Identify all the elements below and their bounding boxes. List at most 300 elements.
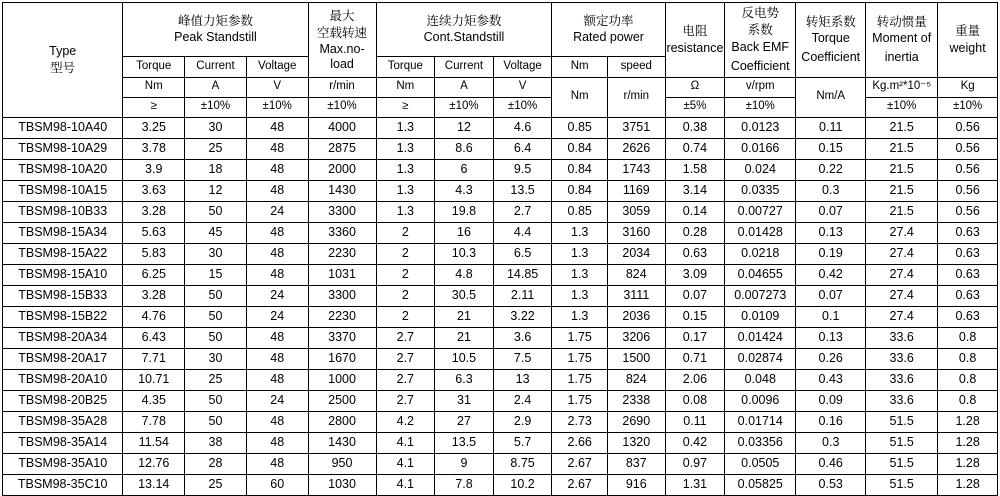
header-group-inertia-cn: 转动惯量 bbox=[876, 14, 927, 29]
table-row bbox=[3, 474, 998, 495]
data-cell: 1.3 bbox=[376, 201, 435, 222]
data-cell: 3300 bbox=[308, 285, 376, 306]
data-cell: 51.5 bbox=[866, 411, 938, 432]
table-row bbox=[3, 222, 998, 243]
data-cell: 0.38 bbox=[665, 117, 725, 138]
data-cell: 9 bbox=[435, 453, 494, 474]
model-cell: TBSM98-35A10 bbox=[3, 453, 123, 474]
data-cell: 12 bbox=[185, 180, 247, 201]
header-tol-max-no-load: ±10% bbox=[308, 97, 376, 117]
data-cell: 27.4 bbox=[866, 264, 938, 285]
header-group-maxnoload-en: Max.no-load bbox=[319, 42, 365, 71]
data-cell: 48 bbox=[246, 369, 308, 390]
model-cell: TBSM98-20A10 bbox=[3, 369, 123, 390]
data-cell: 48 bbox=[246, 117, 308, 138]
header-group-rated-power bbox=[552, 3, 665, 57]
data-cell: 48 bbox=[246, 264, 308, 285]
data-cell: 3.63 bbox=[123, 180, 185, 201]
data-cell: 0.84 bbox=[552, 138, 608, 159]
data-cell: 0.08 bbox=[665, 390, 725, 411]
header-tol-cont-voltage: ±10% bbox=[493, 97, 552, 117]
data-cell: 9.5 bbox=[493, 159, 552, 180]
data-cell: 28 bbox=[185, 453, 247, 474]
data-cell: 0.63 bbox=[938, 285, 998, 306]
header-tol-peak-current: ±10% bbox=[185, 97, 247, 117]
model-cell: TBSM98-35A14 bbox=[3, 432, 123, 453]
data-cell: 0.11 bbox=[796, 117, 866, 138]
table-row bbox=[3, 327, 998, 348]
data-cell: 48 bbox=[246, 327, 308, 348]
data-cell: 1320 bbox=[607, 432, 665, 453]
data-cell: 3.28 bbox=[123, 201, 185, 222]
data-cell: 7.78 bbox=[123, 411, 185, 432]
header-sub-rated-torque: Nm bbox=[552, 56, 608, 77]
data-cell: 1.28 bbox=[938, 474, 998, 495]
data-cell: 48 bbox=[246, 180, 308, 201]
data-cell: 2000 bbox=[308, 159, 376, 180]
data-cell: 31 bbox=[435, 390, 494, 411]
data-cell: 51.5 bbox=[866, 432, 938, 453]
data-cell: 2.67 bbox=[552, 474, 608, 495]
data-cell: 0.07 bbox=[665, 285, 725, 306]
data-cell: 0.3 bbox=[796, 180, 866, 201]
data-cell: 25 bbox=[185, 369, 247, 390]
data-cell: 50 bbox=[185, 306, 247, 327]
header-group-torque-coefficient bbox=[796, 3, 866, 78]
data-cell: 10.3 bbox=[435, 243, 494, 264]
data-cell: 4.35 bbox=[123, 390, 185, 411]
header-unit-torque-coefficient: Nm/A bbox=[796, 77, 866, 117]
header-group-max-no-load bbox=[308, 3, 376, 78]
data-cell: 6.43 bbox=[123, 327, 185, 348]
data-cell: 0.3 bbox=[796, 432, 866, 453]
table-row bbox=[3, 201, 998, 222]
data-cell: 48 bbox=[246, 138, 308, 159]
data-cell: 50 bbox=[185, 390, 247, 411]
data-cell: 5.83 bbox=[123, 243, 185, 264]
data-cell: 1.3 bbox=[376, 159, 435, 180]
header-group-backemf-cn2: 系数 bbox=[747, 23, 773, 38]
data-cell: 0.13 bbox=[796, 222, 866, 243]
data-cell: 0.0505 bbox=[725, 453, 796, 474]
header-sub-peak-current: Current bbox=[185, 56, 247, 77]
data-cell: 2338 bbox=[607, 390, 665, 411]
table-row bbox=[3, 138, 998, 159]
data-cell: 0.56 bbox=[938, 201, 998, 222]
data-cell: 1.3 bbox=[552, 306, 608, 327]
data-cell: 3.25 bbox=[123, 117, 185, 138]
data-cell: 0.05825 bbox=[725, 474, 796, 495]
data-cell: 2.7 bbox=[376, 390, 435, 411]
data-cell: 48 bbox=[246, 222, 308, 243]
data-cell: 0.00727 bbox=[725, 201, 796, 222]
data-cell: 25 bbox=[185, 138, 247, 159]
data-cell: 24 bbox=[246, 306, 308, 327]
data-cell: 24 bbox=[246, 390, 308, 411]
data-cell: 0.07 bbox=[796, 201, 866, 222]
header-group-backemf-en1: Back EMF bbox=[731, 39, 790, 54]
model-cell: TBSM98-20B25 bbox=[3, 390, 123, 411]
data-cell: 5.63 bbox=[123, 222, 185, 243]
model-cell: TBSM98-10A20 bbox=[3, 159, 123, 180]
data-cell: 0.63 bbox=[665, 243, 725, 264]
header-sub-cont-voltage: Voltage bbox=[493, 56, 552, 77]
data-cell: 3360 bbox=[308, 222, 376, 243]
header-unit-peak-current: A bbox=[185, 77, 247, 97]
data-cell: 50 bbox=[185, 327, 247, 348]
data-cell: 27.4 bbox=[866, 285, 938, 306]
header-unit-cont-voltage: V bbox=[493, 77, 552, 97]
data-cell: 2.11 bbox=[493, 285, 552, 306]
data-cell: 5.7 bbox=[493, 432, 552, 453]
data-cell: 2.7 bbox=[493, 201, 552, 222]
data-cell: 11.54 bbox=[123, 432, 185, 453]
data-cell: 2.7 bbox=[376, 369, 435, 390]
data-cell: 1000 bbox=[308, 369, 376, 390]
data-cell: 0.04655 bbox=[725, 264, 796, 285]
data-cell: 1.75 bbox=[552, 327, 608, 348]
data-cell: 0.19 bbox=[796, 243, 866, 264]
data-cell: 2875 bbox=[308, 138, 376, 159]
header-tol-weight: ±10% bbox=[938, 97, 998, 117]
data-cell: 7.5 bbox=[493, 348, 552, 369]
data-cell: 16 bbox=[435, 222, 494, 243]
data-cell: 48 bbox=[246, 432, 308, 453]
data-cell: 0.63 bbox=[938, 264, 998, 285]
data-cell: 21.5 bbox=[866, 180, 938, 201]
header-group-backemf-cn1: 反电势 bbox=[741, 6, 780, 20]
data-cell: 2.7 bbox=[376, 348, 435, 369]
data-cell: 2.67 bbox=[552, 453, 608, 474]
header-unit-peak-voltage: V bbox=[246, 77, 308, 97]
data-cell: 0.15 bbox=[796, 138, 866, 159]
data-cell: 4.76 bbox=[123, 306, 185, 327]
data-cell: 0.024 bbox=[725, 159, 796, 180]
data-cell: 1430 bbox=[308, 432, 376, 453]
data-cell: 60 bbox=[246, 474, 308, 495]
data-cell: 30.5 bbox=[435, 285, 494, 306]
header-group-weight-en: weight bbox=[949, 40, 986, 55]
data-cell: 12 bbox=[435, 117, 494, 138]
data-cell: 15 bbox=[185, 264, 247, 285]
header-group-maxnoload-cn1: 最大 bbox=[329, 8, 355, 23]
table-row bbox=[3, 453, 998, 474]
data-cell: 0.42 bbox=[796, 264, 866, 285]
data-cell: 0.048 bbox=[725, 369, 796, 390]
data-cell: 2626 bbox=[607, 138, 665, 159]
data-cell: 3059 bbox=[607, 201, 665, 222]
data-cell: 1169 bbox=[607, 180, 665, 201]
header-type bbox=[3, 3, 123, 118]
data-cell: 950 bbox=[308, 453, 376, 474]
data-cell: 0.56 bbox=[938, 180, 998, 201]
data-cell: 3.28 bbox=[123, 285, 185, 306]
data-cell: 1.28 bbox=[938, 432, 998, 453]
data-cell: 0.8 bbox=[938, 348, 998, 369]
data-cell: 48 bbox=[246, 159, 308, 180]
data-cell: 51.5 bbox=[866, 453, 938, 474]
model-cell: TBSM98-10A29 bbox=[3, 138, 123, 159]
header-group-peak-en: Peak Standstill bbox=[174, 30, 257, 45]
data-cell: 0.43 bbox=[796, 369, 866, 390]
data-cell: 1.3 bbox=[376, 180, 435, 201]
data-cell: 33.6 bbox=[866, 348, 938, 369]
data-cell: 3206 bbox=[607, 327, 665, 348]
header-group-rated-cn: 额定功率 bbox=[583, 13, 634, 28]
data-cell: 48 bbox=[246, 453, 308, 474]
data-cell: 10.2 bbox=[493, 474, 552, 495]
model-cell: TBSM98-20A34 bbox=[3, 327, 123, 348]
data-cell: 1743 bbox=[607, 159, 665, 180]
header-unit-max-no-load: r/min bbox=[308, 77, 376, 97]
data-cell: 21.5 bbox=[866, 138, 938, 159]
data-cell: 1.75 bbox=[552, 369, 608, 390]
data-cell: 2 bbox=[376, 285, 435, 306]
data-cell: 916 bbox=[607, 474, 665, 495]
data-cell: 3.09 bbox=[665, 264, 725, 285]
data-cell: 3111 bbox=[607, 285, 665, 306]
data-cell: 21.5 bbox=[866, 159, 938, 180]
data-cell: 21 bbox=[435, 306, 494, 327]
data-cell: 1500 bbox=[607, 348, 665, 369]
data-cell: 6.25 bbox=[123, 264, 185, 285]
header-unit-cont-current: A bbox=[435, 77, 494, 97]
model-cell: TBSM98-10A15 bbox=[3, 180, 123, 201]
data-cell: 1.3 bbox=[376, 138, 435, 159]
data-cell: 10.5 bbox=[435, 348, 494, 369]
data-cell: 0.56 bbox=[938, 159, 998, 180]
model-cell: TBSM98-15A34 bbox=[3, 222, 123, 243]
data-cell: 0.01428 bbox=[725, 222, 796, 243]
data-cell: 24 bbox=[246, 285, 308, 306]
data-cell: 3.14 bbox=[665, 180, 725, 201]
header-sub-peak-torque: Torque bbox=[123, 56, 185, 77]
header-group-inertia-en1: Moment of bbox=[872, 31, 932, 46]
data-cell: 3370 bbox=[308, 327, 376, 348]
data-cell: 4.3 bbox=[435, 180, 494, 201]
data-cell: 1.3 bbox=[552, 264, 608, 285]
header-group-moment-of-inertia bbox=[866, 3, 938, 78]
model-cell: TBSM98-35A28 bbox=[3, 411, 123, 432]
data-cell: 0.53 bbox=[796, 474, 866, 495]
data-cell: 48 bbox=[246, 348, 308, 369]
table-row bbox=[3, 369, 998, 390]
data-cell: 24 bbox=[246, 201, 308, 222]
header-unit-peak-torque: Nm bbox=[123, 77, 185, 97]
header-type-en: Type bbox=[49, 44, 77, 59]
header-type-cn: 型号 bbox=[50, 60, 76, 75]
data-cell: 0.97 bbox=[665, 453, 725, 474]
data-cell: 38 bbox=[185, 432, 247, 453]
data-cell: 0.01424 bbox=[725, 327, 796, 348]
table-row bbox=[3, 306, 998, 327]
data-cell: 8.6 bbox=[435, 138, 494, 159]
data-cell: 6.3 bbox=[435, 369, 494, 390]
data-cell: 3.22 bbox=[493, 306, 552, 327]
header-unit-back-emf: v/rpm bbox=[725, 77, 796, 97]
data-cell: 2.7 bbox=[376, 327, 435, 348]
data-cell: 30 bbox=[185, 117, 247, 138]
data-cell: 0.28 bbox=[665, 222, 725, 243]
header-sub-cont-torque: Torque bbox=[376, 56, 435, 77]
model-cell: TBSM98-10B33 bbox=[3, 201, 123, 222]
data-cell: 2 bbox=[376, 222, 435, 243]
data-cell: 4.2 bbox=[376, 411, 435, 432]
header-group-rated-en: Rated power bbox=[573, 30, 644, 45]
data-cell: 2800 bbox=[308, 411, 376, 432]
data-cell: 0.0109 bbox=[725, 306, 796, 327]
motor-spec-table bbox=[2, 2, 998, 496]
data-cell: 0.0123 bbox=[725, 117, 796, 138]
data-cell: 3300 bbox=[308, 201, 376, 222]
data-cell: 50 bbox=[185, 411, 247, 432]
header-tol-resistance: ±5% bbox=[665, 97, 725, 117]
data-cell: 1.3 bbox=[552, 222, 608, 243]
data-cell: 30 bbox=[185, 243, 247, 264]
header-group-resistance-en: resistance bbox=[666, 40, 724, 55]
data-cell: 50 bbox=[185, 285, 247, 306]
header-group-torquecoef-en2: Coefficient bbox=[801, 50, 861, 65]
table-row bbox=[3, 285, 998, 306]
data-cell: 0.71 bbox=[665, 348, 725, 369]
data-cell: 3.78 bbox=[123, 138, 185, 159]
data-cell: 0.22 bbox=[796, 159, 866, 180]
data-cell: 2036 bbox=[607, 306, 665, 327]
data-cell: 27.4 bbox=[866, 306, 938, 327]
data-cell: 21.5 bbox=[866, 201, 938, 222]
data-cell: 0.84 bbox=[552, 159, 608, 180]
data-cell: 0.11 bbox=[665, 411, 725, 432]
data-cell: 0.46 bbox=[796, 453, 866, 474]
data-cell: 48 bbox=[246, 411, 308, 432]
table-row bbox=[3, 180, 998, 201]
data-cell: 19.8 bbox=[435, 201, 494, 222]
data-cell: 7.8 bbox=[435, 474, 494, 495]
header-group-resistance bbox=[665, 3, 725, 78]
data-cell: 3751 bbox=[607, 117, 665, 138]
model-cell: TBSM98-15B22 bbox=[3, 306, 123, 327]
header-sub-cont-current: Current bbox=[435, 56, 494, 77]
data-cell: 3160 bbox=[607, 222, 665, 243]
data-cell: 1031 bbox=[308, 264, 376, 285]
data-cell: 2.73 bbox=[552, 411, 608, 432]
data-cell: 0.84 bbox=[552, 180, 608, 201]
data-cell: 0.85 bbox=[552, 117, 608, 138]
data-cell: 0.17 bbox=[665, 327, 725, 348]
data-cell: 4.1 bbox=[376, 453, 435, 474]
data-cell: 14.85 bbox=[493, 264, 552, 285]
header-sub-rated-speed: speed bbox=[607, 56, 665, 77]
table-row bbox=[3, 159, 998, 180]
data-cell: 13 bbox=[493, 369, 552, 390]
header-tol-cont-torque: ≥ bbox=[376, 97, 435, 117]
data-cell: 27.4 bbox=[866, 243, 938, 264]
model-cell: TBSM98-10A40 bbox=[3, 117, 123, 138]
model-cell: TBSM98-15B33 bbox=[3, 285, 123, 306]
data-cell: 33.6 bbox=[866, 390, 938, 411]
data-cell: 0.03356 bbox=[725, 432, 796, 453]
data-cell: 27.4 bbox=[866, 222, 938, 243]
model-cell: TBSM98-15A10 bbox=[3, 264, 123, 285]
table-row bbox=[3, 411, 998, 432]
data-cell: 2 bbox=[376, 306, 435, 327]
data-cell: 1.58 bbox=[665, 159, 725, 180]
header-group-maxnoload-cn2: 空载转速 bbox=[317, 25, 368, 40]
data-cell: 33.6 bbox=[866, 369, 938, 390]
data-cell: 1670 bbox=[308, 348, 376, 369]
model-cell: TBSM98-35C10 bbox=[3, 474, 123, 495]
data-cell: 6.4 bbox=[493, 138, 552, 159]
data-cell: 0.1 bbox=[796, 306, 866, 327]
header-group-torquecoef-cn: 转矩系数 bbox=[805, 14, 856, 29]
data-cell: 0.0096 bbox=[725, 390, 796, 411]
header-sub-peak-voltage: Voltage bbox=[246, 56, 308, 77]
data-cell: 3.6 bbox=[493, 327, 552, 348]
data-cell: 0.56 bbox=[938, 138, 998, 159]
header-group-backemf-en2: Coefficient bbox=[730, 59, 790, 74]
data-cell: 4.4 bbox=[493, 222, 552, 243]
data-cell: 2500 bbox=[308, 390, 376, 411]
data-cell: 33.6 bbox=[866, 327, 938, 348]
header-unit-rated-speed: r/min bbox=[607, 77, 665, 117]
header-unit-resistance: Ω bbox=[665, 77, 725, 97]
data-cell: 0.63 bbox=[938, 222, 998, 243]
data-cell: 0.42 bbox=[665, 432, 725, 453]
data-cell: 0.13 bbox=[796, 327, 866, 348]
data-cell: 2034 bbox=[607, 243, 665, 264]
table-row bbox=[3, 348, 998, 369]
data-cell: 8.75 bbox=[493, 453, 552, 474]
header-tol-back-emf: ±10% bbox=[725, 97, 796, 117]
data-cell: 0.02874 bbox=[725, 348, 796, 369]
table-body bbox=[3, 117, 998, 495]
data-cell: 50 bbox=[185, 201, 247, 222]
data-cell: 48 bbox=[246, 243, 308, 264]
data-cell: 1.3 bbox=[552, 243, 608, 264]
data-cell: 51.5 bbox=[866, 474, 938, 495]
table-row bbox=[3, 264, 998, 285]
data-cell: 2.4 bbox=[493, 390, 552, 411]
data-cell: 3.9 bbox=[123, 159, 185, 180]
data-cell: 0.8 bbox=[938, 327, 998, 348]
data-cell: 0.16 bbox=[796, 411, 866, 432]
header-group-peak-cn: 峰值力矩参数 bbox=[177, 13, 253, 28]
data-cell: 0.63 bbox=[938, 306, 998, 327]
data-cell: 1.28 bbox=[938, 453, 998, 474]
data-cell: 1430 bbox=[308, 180, 376, 201]
model-cell: TBSM98-15A22 bbox=[3, 243, 123, 264]
data-cell: 0.8 bbox=[938, 390, 998, 411]
header-group-peak-standstill bbox=[123, 3, 308, 57]
data-cell: 2.9 bbox=[493, 411, 552, 432]
data-cell: 0.56 bbox=[938, 117, 998, 138]
data-cell: 2 bbox=[376, 243, 435, 264]
data-cell: 2.66 bbox=[552, 432, 608, 453]
data-cell: 0.26 bbox=[796, 348, 866, 369]
data-cell: 2690 bbox=[607, 411, 665, 432]
data-cell: 0.007273 bbox=[725, 285, 796, 306]
header-group-weight bbox=[938, 3, 998, 78]
data-cell: 13.14 bbox=[123, 474, 185, 495]
data-cell: 4000 bbox=[308, 117, 376, 138]
data-cell: 824 bbox=[607, 369, 665, 390]
header-unit-cont-torque: Nm bbox=[376, 77, 435, 97]
data-cell: 7.71 bbox=[123, 348, 185, 369]
data-cell: 0.0166 bbox=[725, 138, 796, 159]
data-cell: 4.1 bbox=[376, 432, 435, 453]
data-cell: 0.74 bbox=[665, 138, 725, 159]
data-cell: 1.75 bbox=[552, 390, 608, 411]
